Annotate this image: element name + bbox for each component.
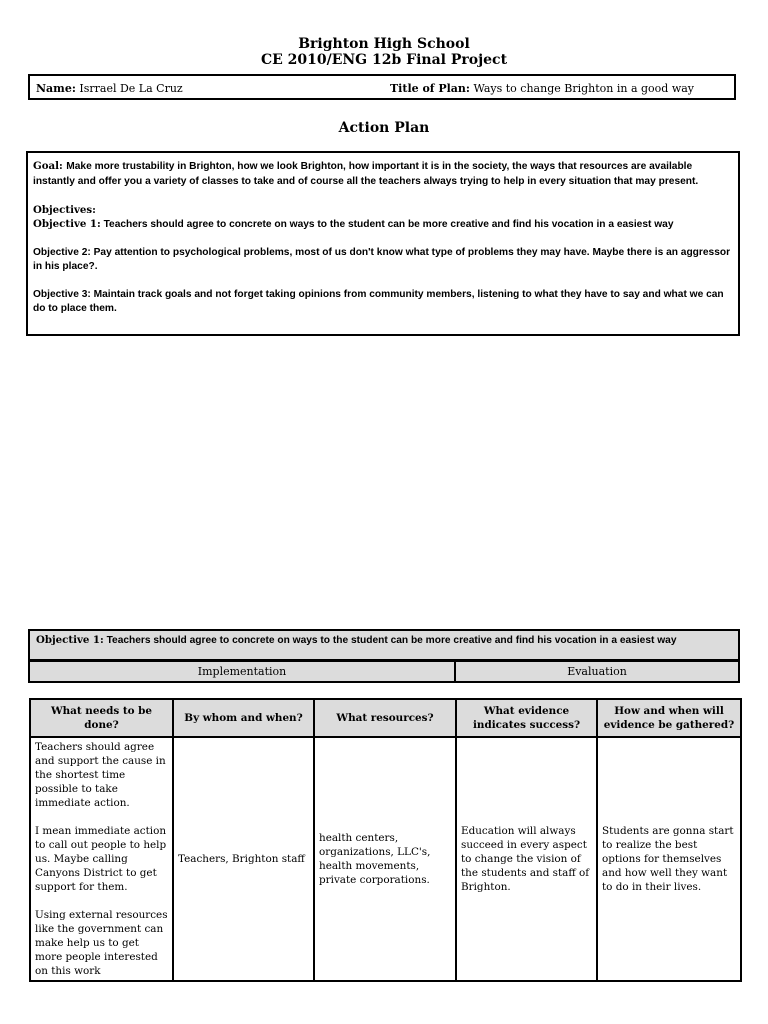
goal-paragraph <box>33 159 733 189</box>
objective-3-text: Maintain track goals and not forget taking opinions from community members, listening to what they have to say and what we can do to place them. <box>33 289 724 314</box>
objective-table-heading <box>28 629 740 661</box>
what-needs-para-1: Teachers should agree and support the cause in the shortest time possible to take immediate action. <box>35 741 166 809</box>
column-header-by-whom: By whom and when? <box>173 699 314 737</box>
school-name: Brighton High School <box>298 36 470 52</box>
objective-2 <box>33 246 733 274</box>
implementation-header: Implementation <box>30 662 456 681</box>
objective-1-text: Teachers should agree to concrete on ways to the student can be more creative and find his vocation in a easiest way <box>100 219 674 230</box>
cell-resources: health centers, organizations, LLC's, health movements, private corporations. <box>314 737 456 981</box>
objective-table-label: Objective 1: <box>36 634 104 646</box>
objective-1 <box>33 217 733 232</box>
cell-what-needs <box>30 737 173 981</box>
cell-evidence: Education will always succeed in every aspect to change the vision of the students and staff of Brighton. <box>456 737 597 981</box>
action-plan-table <box>29 698 742 982</box>
plan-title <box>390 82 694 95</box>
table-row <box>30 737 741 981</box>
plan-label: Title of Plan: <box>390 82 470 95</box>
action-plan-title: Action Plan <box>338 120 430 136</box>
plan-value: Ways to change Brighton in a good way <box>473 82 695 95</box>
objective-table-text: Teachers should agree to concrete on ways to the student can be more creative and find his vocation in a easiest way <box>103 635 677 646</box>
cell-by-whom: Teachers, Brighton staff <box>173 737 314 981</box>
column-header-resources: What resources? <box>314 699 456 737</box>
table-header-row <box>30 699 741 737</box>
column-header-what-needs: What needs to be done? <box>30 699 173 737</box>
what-needs-para-3: Using external resources like the government can make help us to get more people interested on this work <box>35 909 168 977</box>
name-value: Isrrael De La Cruz <box>79 82 183 95</box>
objective-1-label: Objective 1: <box>33 218 101 230</box>
objective-3-label: Objective 3: <box>33 289 91 300</box>
name-label: Name: <box>36 82 76 95</box>
cell-gathered: Students are gonna start to realize the best options for themselves and how well they want to do in their lives. <box>597 737 741 981</box>
column-header-evidence: What evidence indicates success? <box>456 699 597 737</box>
objective-2-label: Objective 2: <box>33 247 91 258</box>
student-name <box>36 82 183 95</box>
goal-text: Make more trustability in Brighton, how we look Brighton, how important it is in the society, the ways that resources are available instantly and offer you a variety of classes to take and of course all the teachers always trying to help in every situation that may present. <box>33 161 699 187</box>
objective-2-text: Pay attention to psychological problems, most of us don't know what type of problems they may have. Maybe there is an aggressor in his place?. <box>33 247 731 272</box>
goal-label: Goal: <box>33 160 63 172</box>
objectives-heading: Objectives: <box>33 204 96 216</box>
info-box <box>28 74 736 100</box>
document-header <box>0 36 768 68</box>
goal-box <box>26 151 740 336</box>
evaluation-header: Evaluation <box>567 665 627 678</box>
column-header-gathered: How and when will evidence be gathered? <box>597 699 741 737</box>
what-needs-para-2: I mean immediate action to call out people to help us. Maybe calling Canyons District to get support for them. <box>35 825 167 893</box>
course-title: CE 2010/ENG 12b Final Project <box>260 52 508 68</box>
implementation-evaluation-row <box>28 660 740 683</box>
objective-3 <box>33 288 733 316</box>
